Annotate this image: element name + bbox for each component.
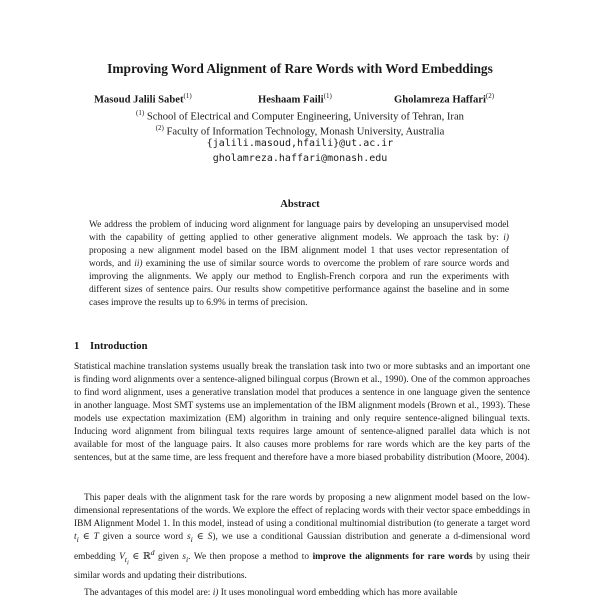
email-2: gholamreza.haffari@monash.edu bbox=[212, 153, 388, 164]
p2-part-g: by using their similar words and updating their distributions. bbox=[74, 552, 530, 581]
author-1-mark: (1) bbox=[183, 92, 192, 100]
affiliation-1-text: School of Electrical and Computer Engineering, University of Tehran, Iran bbox=[144, 111, 464, 123]
math-V: V bbox=[119, 552, 125, 563]
affiliation-2-text: Faculty of Information Technology, Monash University, Australia bbox=[163, 126, 445, 138]
p2-part-f: . We then propose a method to bbox=[188, 552, 313, 563]
p2-part-c: ), we use a conditional Gaussian distribution and generate a d-dimensional word embedding bbox=[74, 532, 530, 563]
math-sup-d: d bbox=[150, 548, 155, 558]
math-sub-sub-i: i bbox=[126, 559, 129, 567]
author-3-mark: (2) bbox=[485, 92, 495, 100]
abstract-part-1: We address the problem of inducing word alignment for language pairs by developing an unsupervised model with the capability of getting applied to other generative alignment models. We approach the task by: bbox=[89, 220, 509, 244]
author-1-name: Masoud Jalili Sabet bbox=[94, 94, 184, 106]
abstract-part-3: examining the use of similar source words to overcome the problem of rare source words and improving the alignments. We apply our method to English-French corpora and run the experiments with different sizes of sentence pairs. Our results show competitive performance against the baseline and in some cases improve the results up to 6.9% in terms of precision. bbox=[89, 259, 509, 309]
affiliation-2-mark: (2) bbox=[155, 124, 164, 132]
author-3 bbox=[394, 92, 494, 106]
section-number: 1 bbox=[74, 341, 80, 352]
p2-part-b: given a source word bbox=[98, 532, 188, 543]
author-3-name: Gholamreza Haffari bbox=[394, 94, 486, 106]
math-in-R: ∈ ℝ bbox=[128, 552, 151, 563]
p2-part-e: given bbox=[154, 552, 183, 563]
math-t: t bbox=[74, 532, 77, 543]
math-s-2: s bbox=[182, 552, 186, 563]
p3-part-a: The advantages of this model are: bbox=[84, 588, 213, 598]
p3-italic: i) bbox=[212, 588, 219, 598]
p2-bold-phrase: improve the alignments for rare words bbox=[312, 552, 473, 563]
math-sub-i-2: i bbox=[190, 535, 193, 544]
math-in-T: ∈ T bbox=[78, 532, 99, 543]
section-title: Introduction bbox=[90, 341, 148, 352]
abstract-part-2: proposing a new alignment model based on the IBM alignment model 1 that uses vector representation of words, and bbox=[89, 246, 509, 270]
email-1: {jalili.masoud,hfaili}@ut.ac.ir bbox=[206, 138, 394, 149]
abstract-italic-2: ii) bbox=[134, 259, 143, 270]
intro-paragraph-1: Statistical machine translation systems usually break the translation task into two or more subtasks and an important one is finding word alignments over a sentence-aligned bilingual corpus (Brown et al., 1990). One of the common approaches to find word alignment, uses a generative translation model that produces a sentence in one language given the sentence in another language. Most SMT systems use an implementation of the IBM alignment models (Brown et al., 1993). These models use expectation maximization (EM) algorithm in training and only require sentence-aligned bilingual texts. Inducing word alignment from bilingual texts requires large amount of sentence-aligned parallel data which is not available for most of the language pairs. It also causes more problems for rare words which are the key parts of the sentences, but at the same time, are less frequent and therefore have a more biased probability distribution (Moore, 2004). bbox=[74, 362, 530, 464]
author-2-name: Heshaam Faili bbox=[258, 94, 324, 106]
author-2-mark: (1) bbox=[323, 92, 332, 100]
math-sub-t: t bbox=[124, 555, 127, 565]
intro-paragraph-3 bbox=[74, 587, 530, 600]
abstract-text bbox=[89, 219, 509, 310]
math-s: s bbox=[187, 532, 191, 543]
affiliation-1-mark: (1) bbox=[136, 109, 145, 117]
intro-paragraph-2 bbox=[74, 492, 530, 583]
p3-part-b: It uses monolingual word embedding which has more available bbox=[218, 588, 458, 598]
math-in-S: ∈ S bbox=[192, 532, 213, 543]
math-sub-i-1: i bbox=[76, 535, 79, 544]
p2-part-a: This paper deals with the alignment task for the rare words by proposing a new alignment model based on the low-dimensional representations of the words. We explore the effect of replacing words with their vector space embeddings in IBM Alignment Model 1. In this model, instead of using a conditional multinomial distribution (to generate a target word bbox=[74, 493, 530, 530]
author-1 bbox=[94, 92, 192, 106]
abstract-heading: Abstract bbox=[280, 199, 320, 210]
section-heading bbox=[74, 341, 148, 352]
math-sub-i-3: i bbox=[186, 555, 189, 565]
paper-title: Improving Word Alignment of Rare Words with Word Embeddings bbox=[107, 61, 493, 76]
author-2 bbox=[258, 92, 332, 106]
abstract-italic-1: i) bbox=[503, 233, 509, 244]
